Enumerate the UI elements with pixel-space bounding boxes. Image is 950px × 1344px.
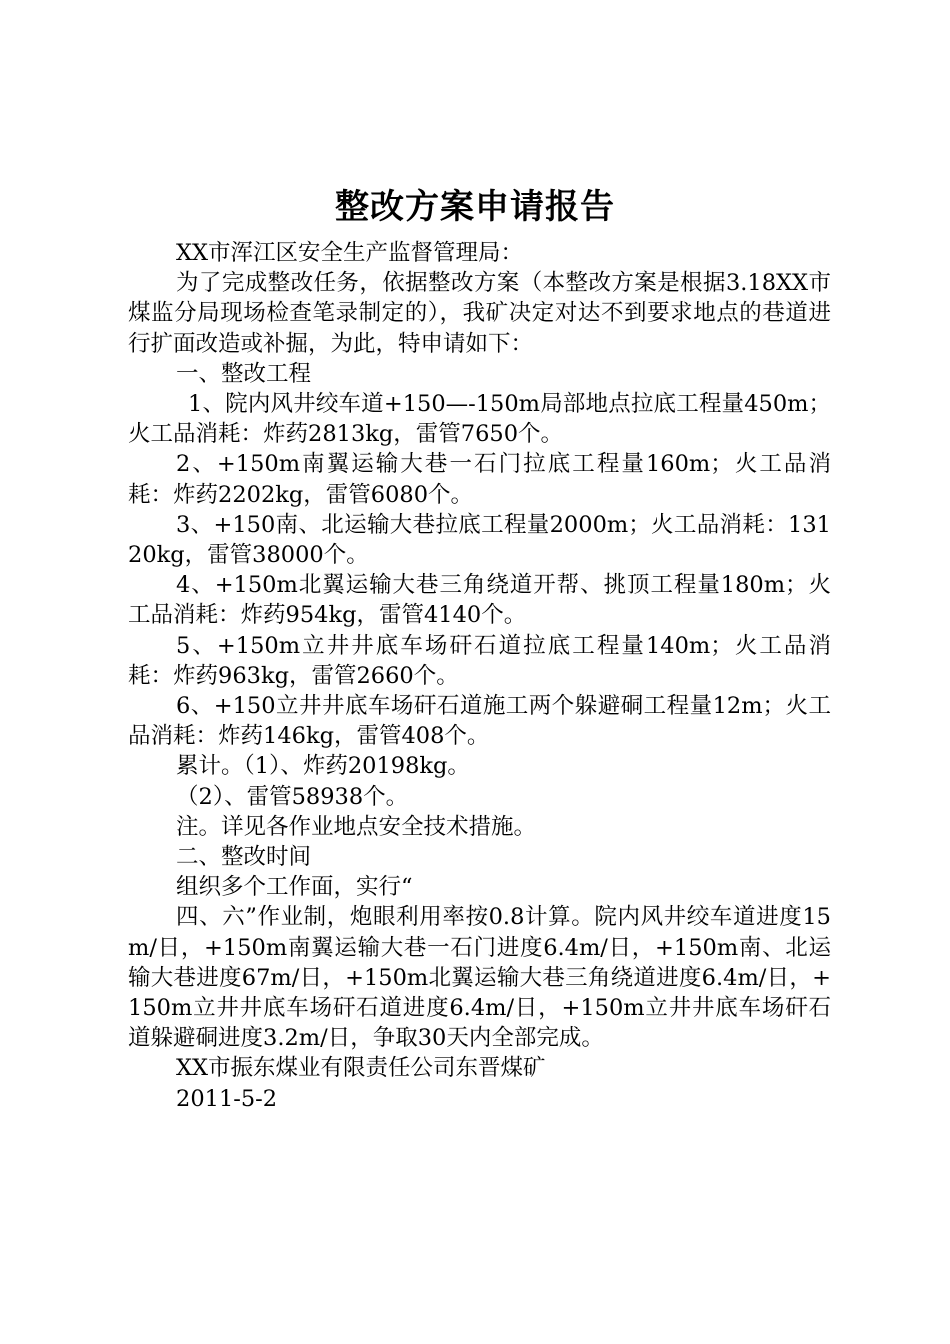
note-line: 注。详见各作业地点安全技术措施。	[176, 813, 537, 840]
signature-date: 2011-5-2	[176, 1085, 278, 1112]
total-explosives: 累计。（1）、炸药20198kg。	[176, 753, 470, 780]
section-heading-works: 一、整改工程	[176, 360, 312, 387]
document-body	[128, 238, 831, 1114]
intro-paragraph: 为了完成整改任务，依据整改方案（本整改方案是根据3.18XX市煤监分局现场检查笔录制定的），我矿决定对达不到要求地点的巷道进行扩面改造或补掘，为此，特申请如下：	[128, 270, 831, 357]
work-item-3: 3、+150南、北运输大巷拉底工程量2000m；火工品消耗：13120kg，雷管38000个。	[128, 511, 831, 569]
schedule-intro: 组织多个工作面，实行“	[176, 874, 413, 901]
document-title: 整改方案申请报告	[335, 187, 615, 227]
work-item-5: 5、+150m立井井底车场矸石道拉底工程量140m；火工品消耗：炸药963kg，雷管2660个。	[128, 632, 831, 689]
total-detonators: （2）、雷管58938个。	[176, 783, 409, 810]
signature-company: XX市振东煤业有限责任公司东晋煤矿	[176, 1055, 546, 1082]
work-item-1: 1、院内风井绞车道+150—-150m局部地点拉底工程量450m；火工品消耗：炸药2813kg，雷管7650个。	[128, 391, 831, 448]
addressee-line: XX市浑江区安全生产监督管理局：	[176, 240, 524, 266]
schedule-paragraph: 四、六”作业制，炮眼利用率按0.8计算。院内风井绞车道进度15m/日，+150m南翼运输大巷一石门进度6.4m/日，+150m南、北运输大巷进度67m/日，+150m北翼运输大巷三角绕道进度6.4m/日，+150m立井井底车场矸石道进度6.4m/日，+150m立井井底车场矸石道躲避硐进度3.2m/日，争取30天内全部完成。	[128, 904, 831, 1052]
work-item-6: 6、+150立井井底车场矸石道施工两个躲避硐工程量12m；火工品消耗：炸药146kg，雷管408个。	[128, 693, 831, 750]
work-item-4: 4、+150m北翼运输大巷三角绕道开帮、挑顶工程量180m；火工品消耗：炸药954kg，雷管4140个。	[128, 572, 831, 629]
work-item-2: 2、+150m南翼运输大巷一石门拉底工程量160m；火工品消耗：炸药2202kg，雷管6080个。	[128, 451, 831, 508]
section-heading-time: 二、整改时间	[176, 844, 312, 871]
